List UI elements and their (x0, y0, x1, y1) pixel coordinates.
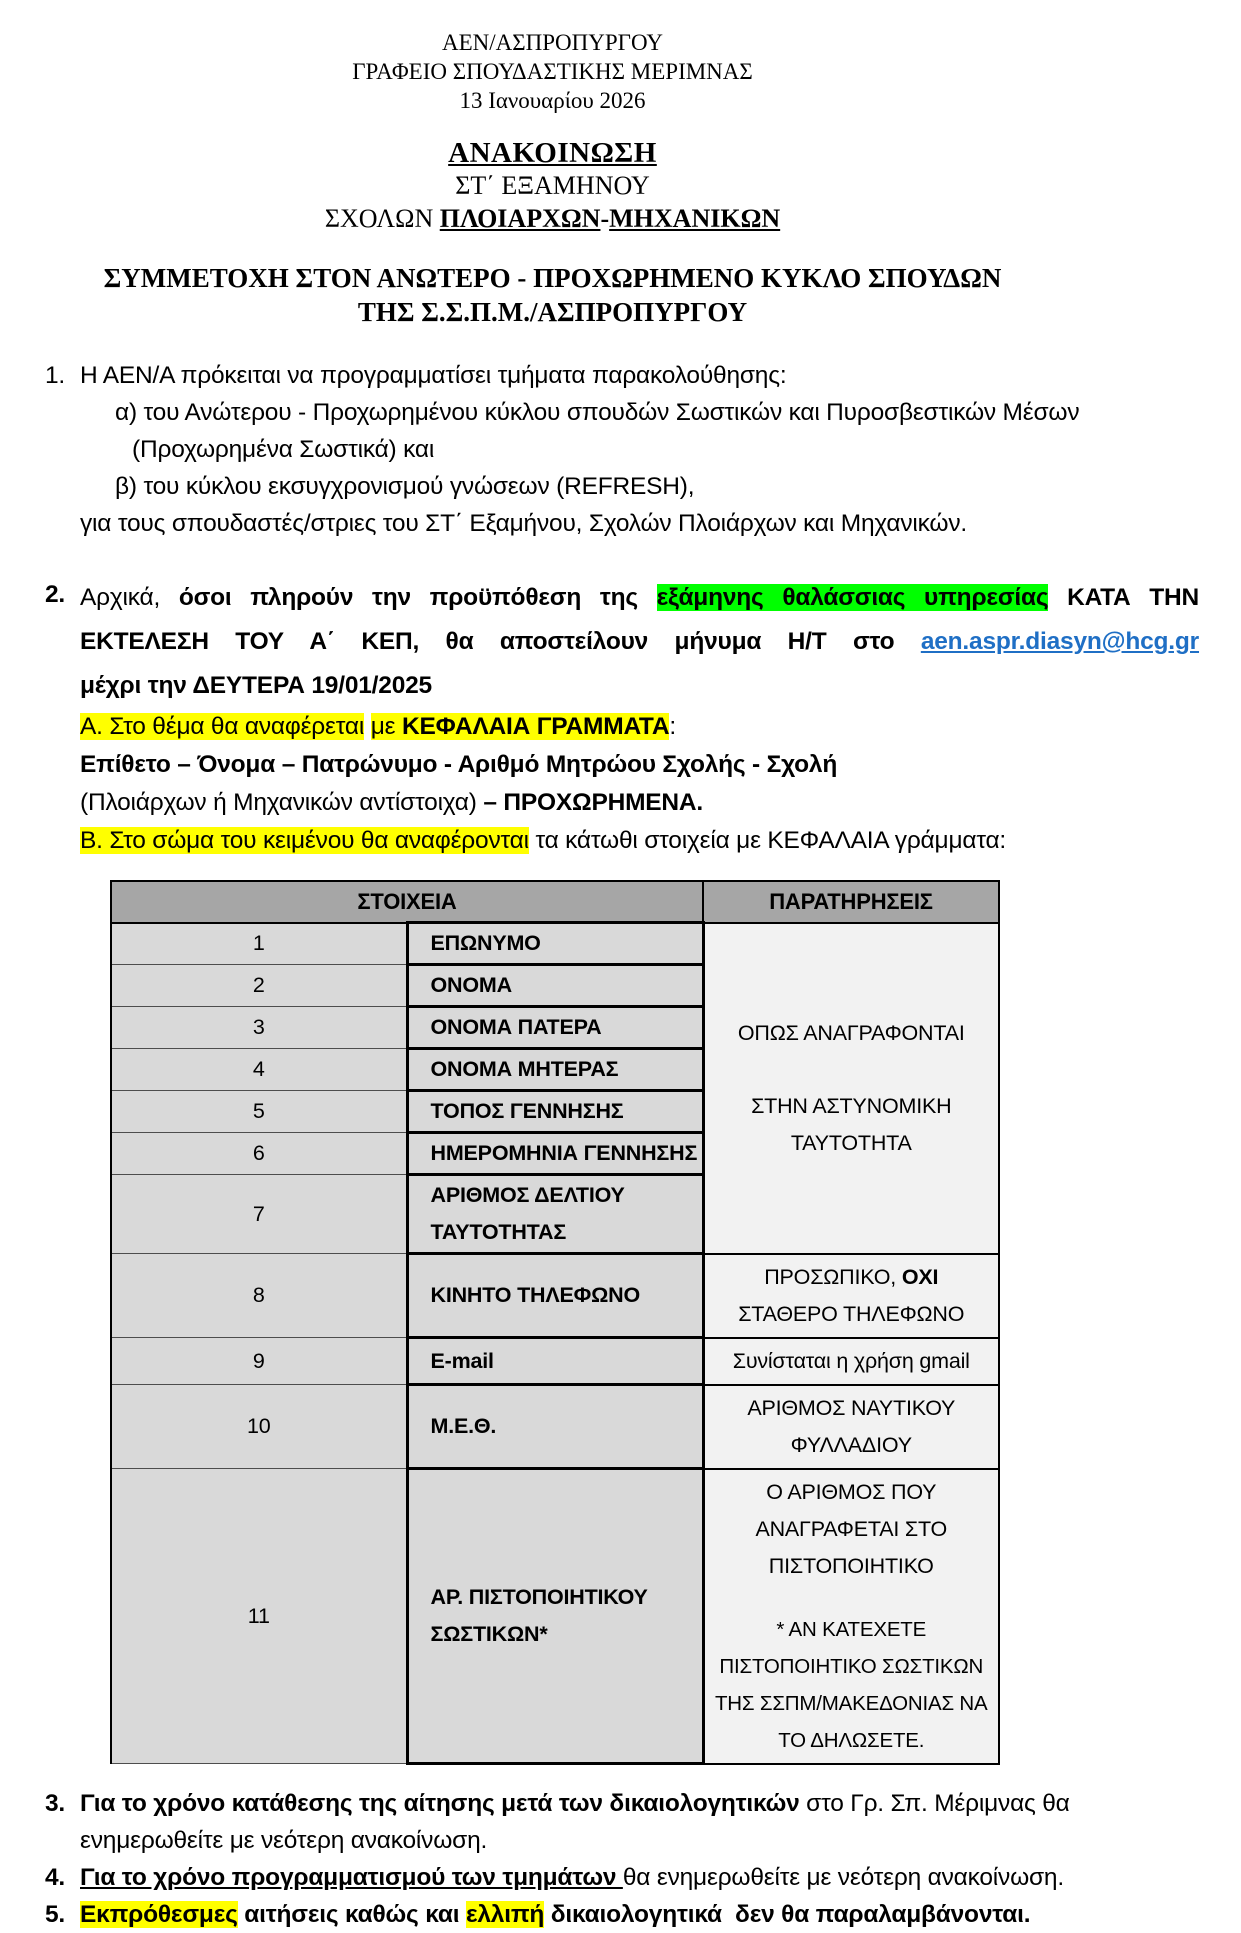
row-label: E-mail (407, 1338, 703, 1385)
row-number: 8 (111, 1254, 407, 1338)
row-label: Μ.Ε.Θ. (407, 1385, 703, 1469)
item-2-line-d: Α. Στο θέμα θα αναφέρεται με ΚΕΦΑΛΑΙΑ ΓΡΑΜΜΑΤΑ: (80, 713, 676, 740)
row-label: ΟΝΟΜΑ ΠΑΤΕΡΑ (407, 1007, 703, 1049)
row-label: ΟΝΟΜΑ (407, 965, 703, 1007)
item-4-body: Για το χρόνο προγραμματισμού των τμημάτων θα ενημερωθείτε με νεότερη ανακοίνωση. (80, 1864, 1064, 1891)
item-2-line-f: (Πλοιάρχων ή Μηχανικών αντίστοιχα) – ΠΡΟΧΩΡΗΜΕΝΑ. (80, 789, 704, 816)
closing-items (45, 1785, 1199, 1933)
item-1 (45, 357, 1199, 542)
item-2-line-c: μέχρι την ΔΕΥΤΕΡΑ 19/01/2025 (80, 672, 432, 699)
remark-main: Ο ΑΡΙΘΜΟΣ ΠΟΥ ΑΝΑΓΡΑΦΕΤΑΙ ΣΤΟ ΠΙΣΤΟΠΟΙΗΤΙΚΟ (755, 1479, 948, 1578)
item-2 (45, 576, 1199, 860)
semester-line: ΣΤ΄ ΕΞΑΜΗΝΟΥ (455, 171, 650, 200)
item-2-line-e: Επίθετο – Όνομα – Πατρώνυμο - Αριθμό Μητρώου Σχολής - Σχολή (80, 751, 838, 778)
row-label: ΕΠΩΝΥΜΟ (407, 923, 703, 965)
row-number: 9 (111, 1338, 407, 1385)
table-row (111, 1338, 999, 1385)
row-number: 11 (111, 1469, 407, 1764)
row-number: 5 (111, 1091, 407, 1133)
subject-title (45, 261, 1060, 329)
table-header-row (111, 881, 999, 923)
merged-remark-line-2: ΣΤΗΝ ΑΣΤΥΝΟΜΙΚΗ ΤΑΥΤΟΤΗΤΑ (751, 1093, 952, 1155)
item-1-sub-a: α) του Ανώτερου - Προχωρημένου κύκλου σπουδών Σωστικών και Πυροσβεστικών Μέσων (Προχωρημένα Σωστικά) και (115, 399, 1080, 463)
requirements-table (110, 880, 1000, 1765)
item-1-lead: Η ΑΕΝ/Α πρόκειται να προγραμματίσει τμήματα παρακολούθησης: (80, 362, 787, 389)
document-date: 13 Ιανουαρίου 2026 (459, 88, 646, 113)
announcement-title: ΑΝΑΚΟΙΝΩΣΗ (448, 137, 657, 169)
schools-line: ΣΧΟΛΩΝ ΠΛΟΙΑΡΧΩΝ-ΜΗΧΑΝΙΚΩΝ (324, 204, 781, 233)
row-number: 1 (111, 923, 407, 965)
row-label: ΗΜΕΡΟΜΗΝΙΑ ΓΕΝΝΗΣΗΣ (407, 1133, 703, 1175)
table-row (111, 1469, 999, 1764)
item-1-sub-b: β) του κύκλου εκσυγχρονισμού γνώσεων (REFRESH), (115, 473, 695, 500)
subject-line-1: ΣΥΜΜΕΤΟΧΗ ΣΤΟΝ ΑΝΩΤΕΡΟ - ΠΡΟΧΩΡΗΜΕΝΟ ΚΥΚΛΟ ΣΠΟΥΔΩΝ (103, 263, 1002, 293)
item-3-body: Για το χρόνο κατάθεσης της αίτησης μετά των δικαιολογητικών στο Γρ. Σπ. Μέριμνας θα ενημερωθείτε με νεότερη ανακοίνωση. (80, 1790, 1077, 1854)
item-3-number: 3. (45, 1790, 66, 1817)
table-row (111, 1254, 999, 1338)
item-5-body: Εκπρόθεσμες αιτήσεις καθώς και ελλιπή δικαιολογητικά δεν θα παραλαμβάνονται. (80, 1901, 1031, 1928)
row-number: 6 (111, 1133, 407, 1175)
item-4 (45, 1859, 1199, 1896)
column-header-stoixeia: ΣΤΟΙΧΕΙΑ (111, 881, 703, 923)
org-name: ΑΕΝ/ΑΣΠΡΟΠΥΡΓΟΥ (441, 30, 664, 55)
row-label: ΤΟΠΟΣ ΓΕΝΝΗΣΗΣ (407, 1091, 703, 1133)
numbered-list (45, 357, 1199, 1933)
item-2-body (80, 576, 1199, 860)
merged-remark-line-1: ΟΠΩΣ ΑΝΑΓΡΑΦΟΝΤΑΙ (737, 1020, 965, 1045)
item-1-number: 1. (45, 362, 66, 389)
email-link[interactable]: aen.aspr.diasyn@hcg.gr (920, 628, 1200, 655)
table-row (111, 923, 999, 965)
row-label: ΟΝΟΜΑ ΜΗΤΕΡΑΣ (407, 1049, 703, 1091)
remark-note: * ΑΝ ΚΑΤΕΧΕΤΕ ΠΙΣΤΟΠΟΙΗΤΙΚΟ ΣΩΣΤΙΚΩΝ ΤΗΣ ΣΣΠΜ/ΜΑΚΕΔΟΝΙΑΣ ΝΑ ΤΟ ΔΗΛΩΣΕΤΕ. (714, 1617, 988, 1752)
office-name: ΓΡΑΦΕΙΟ ΣΠΟΥΔΑΣΤΙΚΗΣ ΜΕΡΙΜΝΑΣ (352, 59, 753, 84)
row-label: ΚΙΝΗΤΟ ΤΗΛΕΦΩΝΟ (407, 1254, 703, 1338)
item-1-body (80, 357, 1199, 542)
item-3 (45, 1785, 1199, 1859)
row-label: ΑΡ. ΠΙΣΤΟΠΟΙΗΤΙΚΟΥ ΣΩΣΤΙΚΩΝ* (407, 1469, 703, 1764)
item-2-line-g: Β. Στο σώμα του κειμένου θα αναφέρονται τα κάτωθι στοιχεία με ΚΕΦΑΛΑΙΑ γράμματα: (80, 827, 1007, 854)
row-remark (703, 1469, 999, 1764)
column-header-paratiriseis: ΠΑΡΑΤΗΡΗΣΕΙΣ (703, 881, 999, 923)
item-2-line-a: Αρχικά, όσοι πληρούν την προϋπόθεση της εξάμηνης θαλάσσιας υπηρεσίας ΚΑΤΑ ΤΗΝ (80, 584, 1200, 611)
subject-line-2: ΤΗΣ Σ.Σ.Π.Μ./ΑΣΠΡΟΠΥΡΓΟΥ (357, 297, 748, 327)
row-number: 10 (111, 1385, 407, 1469)
item-2-number: 2. (45, 581, 66, 608)
document-header (45, 28, 1060, 329)
item-5 (45, 1896, 1199, 1933)
row-number: 3 (111, 1007, 407, 1049)
item-1-closing: για τους σπουδαστές/στριες του ΣΤ΄ Εξαμήνου, Σχολών Πλοιάρχων και Μηχανικών. (80, 510, 967, 537)
merged-remark-cell (703, 923, 999, 1254)
row-remark: ΠΡΟΣΩΠΙΚΟ, ΟΧΙ ΣΤΑΘΕΡΟ ΤΗΛΕΦΩΝΟ (703, 1254, 999, 1338)
row-number: 4 (111, 1049, 407, 1091)
row-label: ΑΡΙΘΜΟΣ ΔΕΛΤΙΟΥ ΤΑΥΤΟΤΗΤΑΣ (407, 1175, 703, 1254)
table-row (111, 1385, 999, 1469)
row-number: 7 (111, 1175, 407, 1254)
row-remark: ΑΡΙΘΜΟΣ ΝΑΥΤΙΚΟΥ ΦΥΛΛΑΔΙΟΥ (703, 1385, 999, 1469)
row-number: 2 (111, 965, 407, 1007)
item-2-line-b: ΕΚΤΕΛΕΣΗ ΤΟΥ Α΄ ΚΕΠ, θα αποστείλουν μήνυμα Η/Τ στο aen.aspr.diasyn@hcg.gr (80, 628, 1200, 655)
item-4-number: 4. (45, 1864, 66, 1891)
row-remark: Συνίσταται η χρήση gmail (703, 1338, 999, 1385)
item-5-number: 5. (45, 1901, 66, 1928)
